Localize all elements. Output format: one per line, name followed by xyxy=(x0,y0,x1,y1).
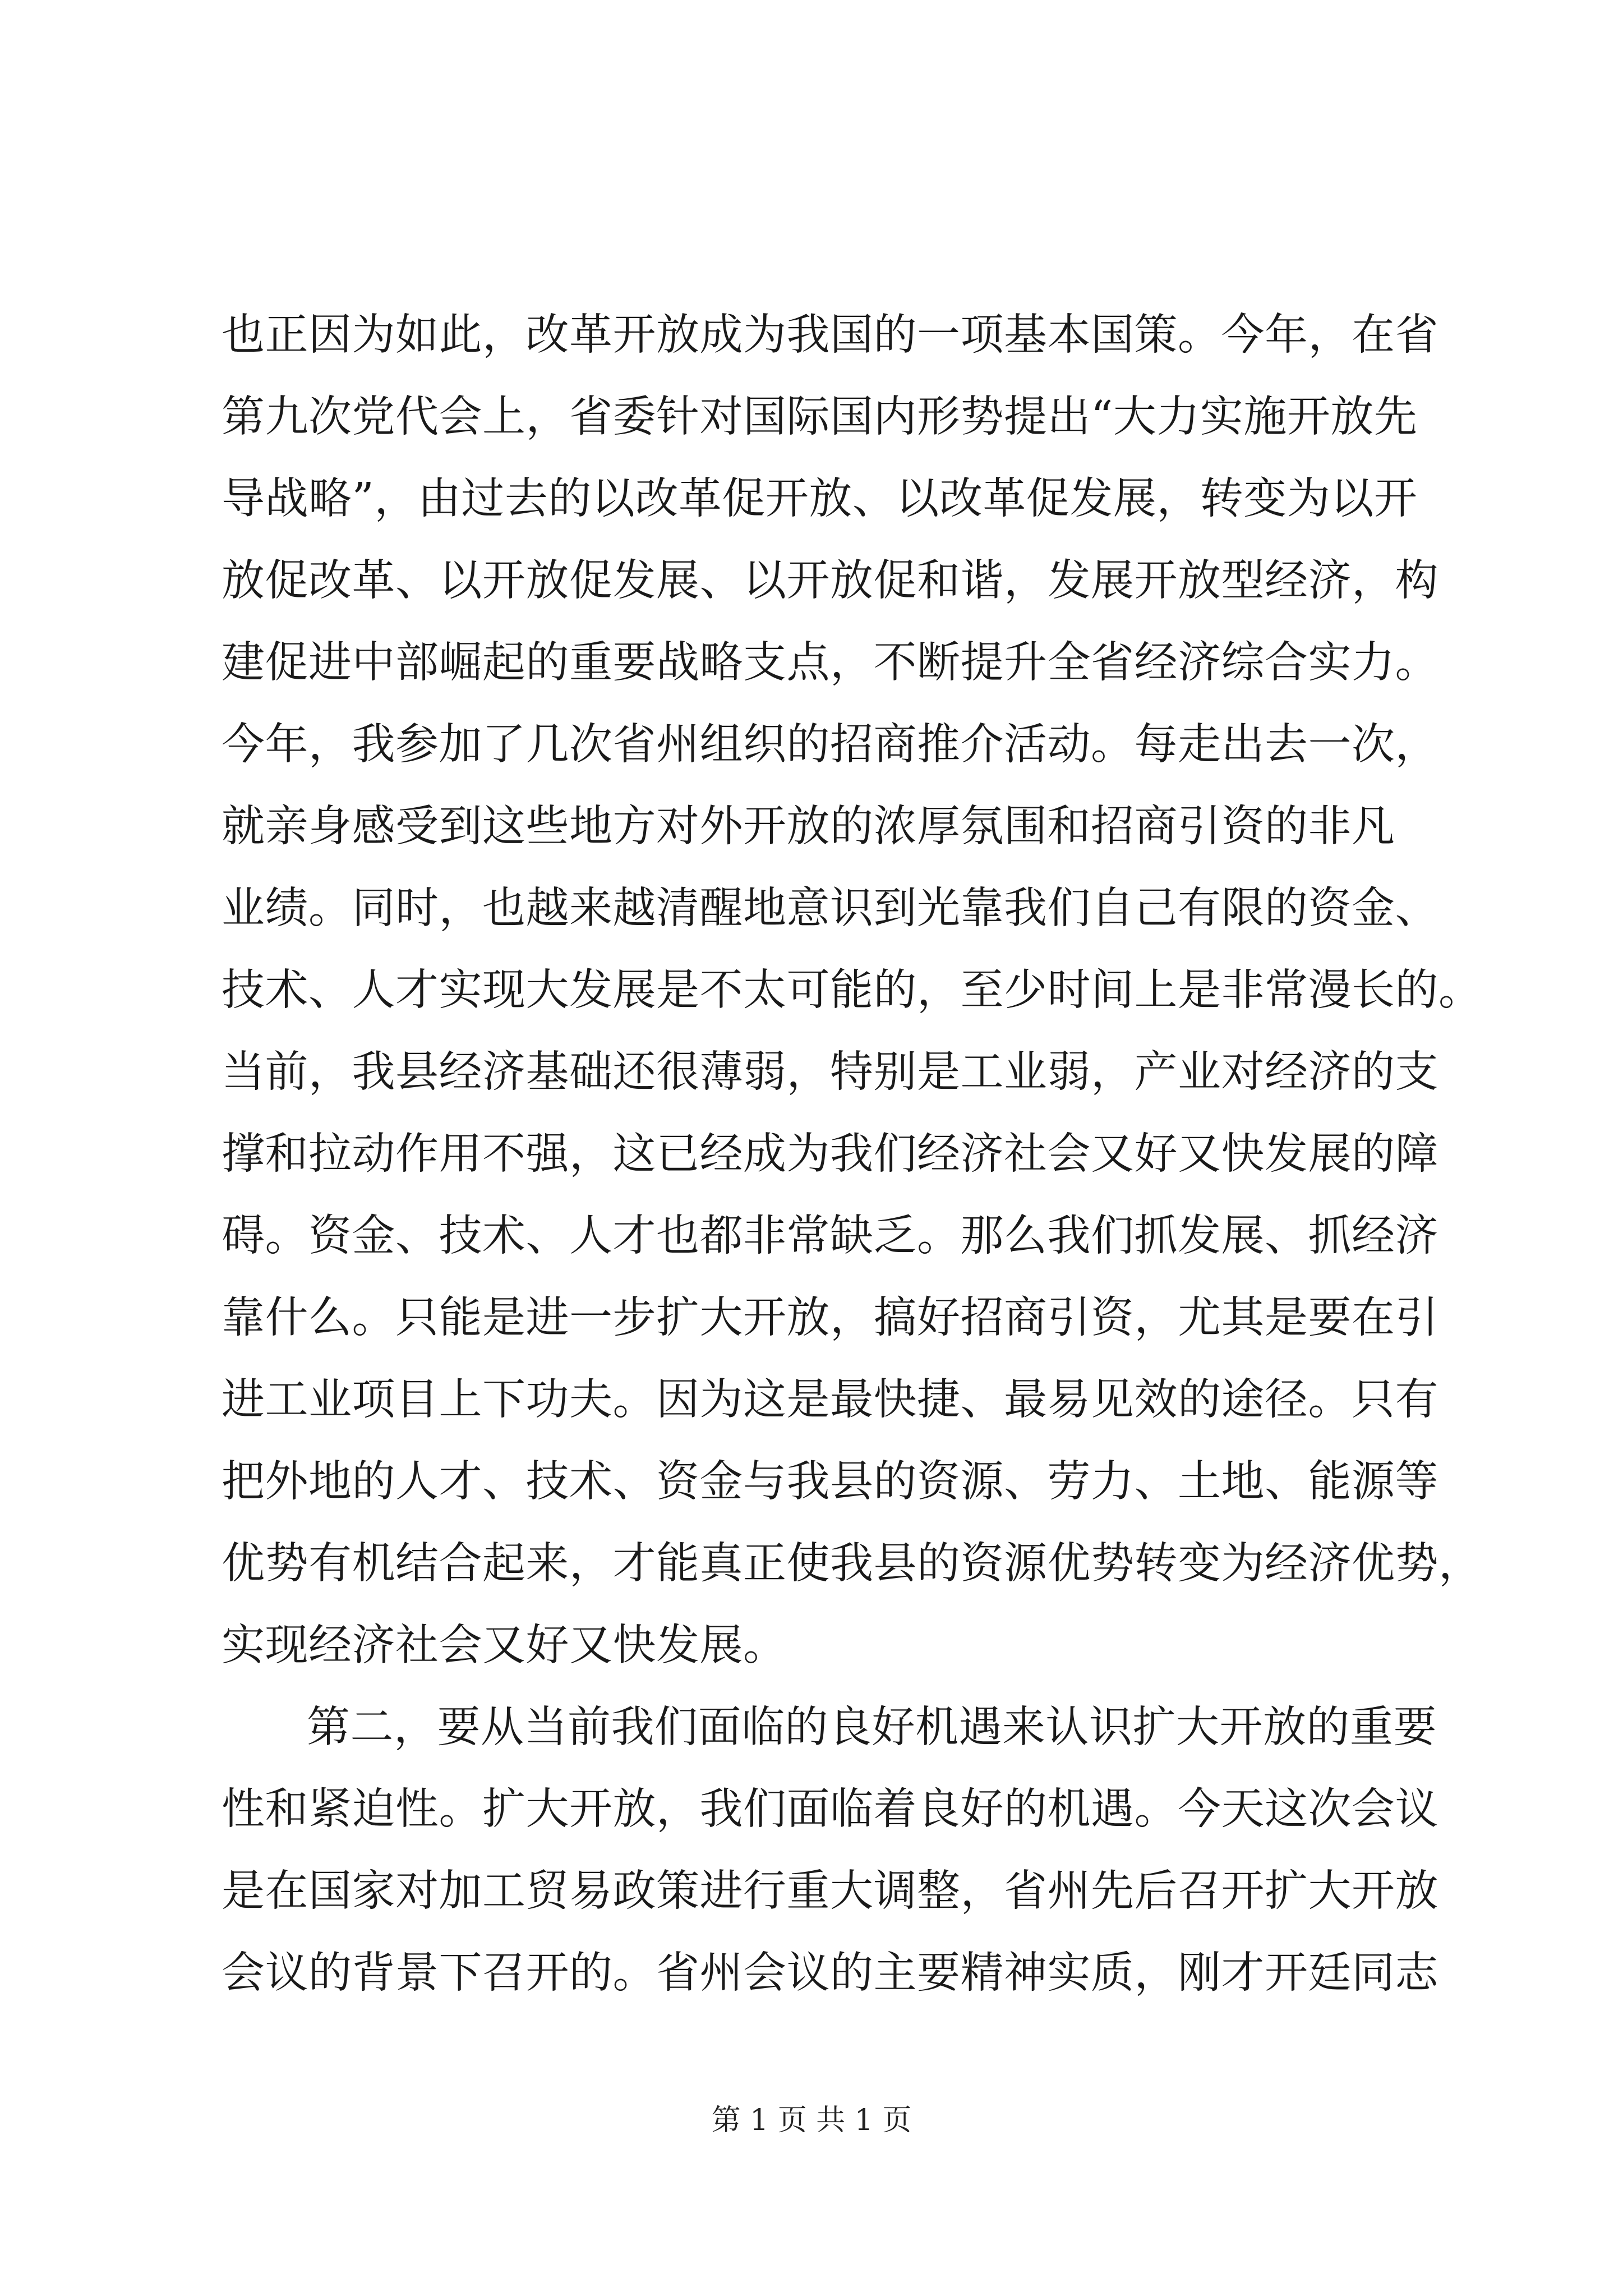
text-line: 放促改革、以开放促发展、以开放促和谐，发展开放型经济，构 xyxy=(222,556,1438,606)
text-line: 撑和拉动作用不强，这已经成为我们经济社会又好又快发展的障 xyxy=(222,1129,1438,1179)
text-line: 进工业项目上下功夫。因为这是最快捷、最易见效的途径。只有 xyxy=(222,1375,1438,1425)
paragraph-start-line: 第二，要从当前我们面临的良好机遇来认识扩大开放的重要 xyxy=(307,1703,1437,1752)
text-line: 建促进中部崛起的重要战略支点，不断提升全省经济综合实力。 xyxy=(222,638,1438,688)
text-line: 业绩。同时，也越来越清醒地意识到光靠我们自己有限的资金、 xyxy=(222,884,1438,933)
text-line: 就亲身感受到这些地方对外开放的浓厚氛围和招商引资的非凡 xyxy=(222,802,1395,852)
text-line: 今年，我参加了几次省州组织的招商推介活动。每走出去一次， xyxy=(222,720,1438,770)
document-body xyxy=(222,295,1482,2014)
text-line: 导战略”，由过去的以改革促开放、以改革促发展，转变为以开 xyxy=(222,474,1418,524)
text-line: 把外地的人才、技术、资金与我县的资源、劳力、土地、能源等 xyxy=(222,1457,1438,1507)
text-line: 性和紧迫性。扩大开放，我们面临着良好的机遇。今天这次会议 xyxy=(222,1784,1438,1834)
text-line: 是在国家对加工贸易政策进行重大调整，省州先后召开扩大开放 xyxy=(222,1866,1438,1916)
text-line: 优势有机结合起来，才能真正使我县的资源优势转变为经济优势， xyxy=(222,1539,1482,1589)
text-line: 技术、人才实现大发展是不太可能的，至少时间上是非常漫长的。 xyxy=(222,965,1482,1015)
text-line: 第九次党代会上，省委针对国际国内形势提出“大力实施开放先 xyxy=(222,392,1418,442)
text-line: 实现经济社会又好又快发展。 xyxy=(222,1621,787,1671)
text-line: 也正因为如此，改革开放成为我国的一项基本国策。今年，在省 xyxy=(222,310,1438,360)
text-line: 碍。资金、技术、人才也都非常缺乏。那么我们抓发展、抓经济 xyxy=(222,1211,1438,1261)
page-number-footer: 第 1 页 共 1 页 xyxy=(711,2104,912,2137)
text-line: 靠什么。只能是进一步扩大开放，搞好招商引资，尤其是要在引 xyxy=(222,1293,1438,1343)
text-line: 会议的背景下召开的。省州会议的主要精神实质，刚才开廷同志 xyxy=(222,1948,1438,1998)
text-line: 当前，我县经济基础还很薄弱，特别是工业弱，产业对经济的支 xyxy=(222,1047,1438,1097)
